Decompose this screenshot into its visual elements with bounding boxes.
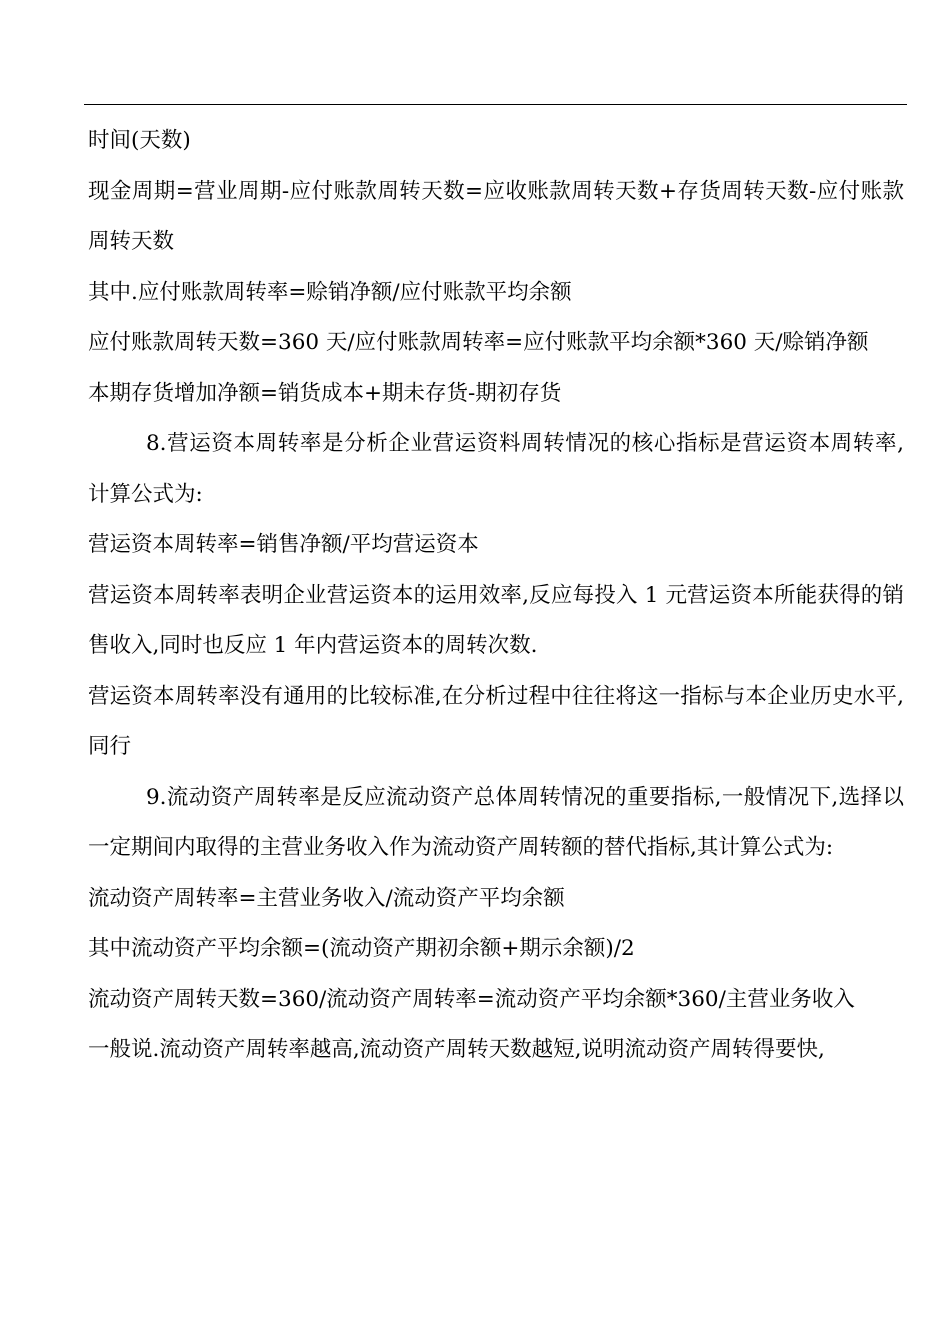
paragraph: 9.流动资产周转率是反应流动资产总体周转情况的重要指标,一般情况下,选择以一定期间内取得的主营业务收入作为流动资产周转额的替代指标,其计算公式为: [88, 784, 904, 860]
paragraph: 8.营运资本周转率是分析企业营运资料周转情况的核心指标是营运资本周转率,计算公式为: [88, 431, 904, 507]
header-rule [84, 104, 907, 105]
paragraph: 营运资本周转率=销售净额/平均营运资本 [88, 532, 479, 557]
paragraph: 流动资产周转天数=360/流动资产周转率=流动资产平均余额*360/主营业务收入 [88, 986, 855, 1012]
document-body [88, 116, 904, 1076]
paragraph: 其中流动资产平均余额=(流动资产期初余额+期示余额)/2 [88, 936, 635, 961]
paragraph: 应付账款周转天数=360 天/应付账款周转率=应付账款平均余额*360 天/赊销净额 [88, 330, 869, 355]
paragraph: 流动资产周转率=主营业务收入/流动资产平均余额 [88, 885, 565, 911]
paragraph: 营运资本周转率没有通用的比较标准,在分析过程中往往将这一指标与本企业历史水平,同行 [88, 683, 904, 759]
paragraph: 本期存货增加净额=销货成本+期未存货-期初存货 [88, 380, 562, 406]
paragraph: 时间(天数) [88, 128, 191, 153]
paragraph: 营运资本周转率表明企业营运资本的运用效率,反应每投入 1 元营运资本所能获得的销售收入,同时也反应 1 年内营运资本的周转次数. [88, 582, 904, 658]
paragraph: 现金周期=营业周期-应付账款周转天数=应收账款周转天数+存货周转天数-应付账款周转天数 [88, 178, 904, 254]
paragraph: 其中.应付账款周转率=赊销净额/应付账款平均余额 [88, 279, 572, 305]
paragraph: 一般说.流动资产周转率越高,流动资产周转天数越短,说明流动资产周转得要快, [88, 1037, 825, 1062]
